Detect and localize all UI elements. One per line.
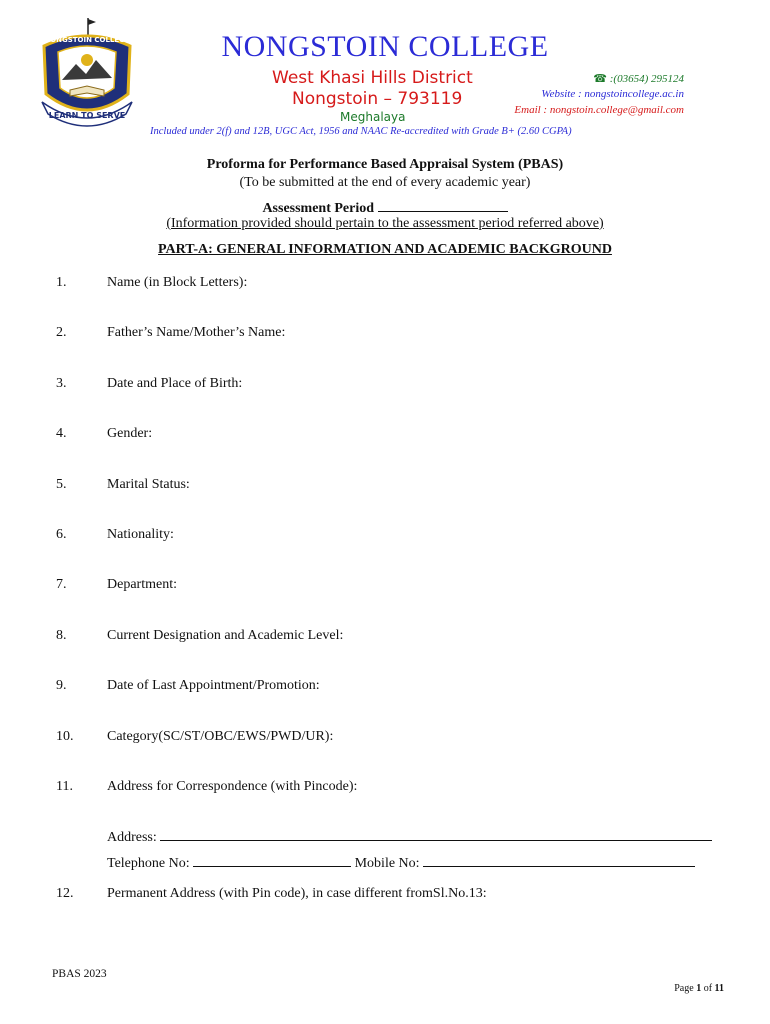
mobile-field[interactable] [423,854,695,867]
page-number [674,983,724,994]
form-subtitle: (To be submitted at the end of every academic year) [239,175,531,190]
item-label-parent-name: Father’s Name/Mother’s Name: [107,325,286,340]
phone-line [593,72,684,85]
assessment-period [0,199,770,217]
item-label-last-appointment: Date of Last Appointment/Promotion: [107,678,320,693]
crest-top-text: NONGSTOIN COLLEGE [44,36,130,44]
item-number: 12. [56,886,74,901]
item-label-department: Department: [107,577,177,592]
item-label-gender: Gender: [107,426,153,441]
address-label: Address: [107,830,157,845]
telephone-field[interactable] [193,854,351,867]
item-number: 8. [56,628,67,643]
item-number: 11. [56,779,73,794]
page-total: 11 [714,983,724,994]
item-label-nationality: Nationality: [107,527,174,542]
website-link[interactable]: Website : nongstoincollege.ac.in [541,88,684,100]
item-label-birth: Date and Place of Birth: [107,376,243,391]
item-number: 1. [56,275,67,290]
item-number: 3. [56,376,67,391]
phone-number: :(03654) 295124 [609,73,684,85]
page-prefix: Page [674,983,694,994]
college-crest-icon [36,16,138,130]
item-label-category: Category(SC/ST/OBC/EWS/PWD/UR): [107,729,334,744]
item-number: 9. [56,678,67,693]
assessment-period-label: Assessment Period [262,201,375,216]
page-current: 1 [696,983,702,994]
mobile-label: Mobile No: [354,856,420,871]
item-label-permanent-address: Permanent Address (with Pin code), in case different fromSl.No.13: [107,886,487,901]
district-line: West Khasi Hills District [272,68,473,88]
assessment-period-field[interactable] [378,199,508,212]
form-title: Proforma for Performance Based Appraisal System (PBAS) [206,157,564,172]
item-label-marital-status: Marital Status: [107,477,190,492]
email-link[interactable]: Email : nongstoin.college@gmail.com [514,104,684,116]
item-label-designation: Current Designation and Academic Level: [107,628,344,643]
town-line: Nongstoin – 793119 [292,89,463,109]
telephone-label: Telephone No: [107,856,190,871]
phone-row [107,854,695,872]
college-name: NONGSTOIN COLLEGE [221,30,549,63]
state-line: Meghalaya [340,110,406,124]
item-number: 7. [56,577,67,592]
footer-label: PBAS 2023 [52,968,107,980]
item-number: 2. [56,325,67,340]
page-of: of [703,983,713,994]
crest-motto: LEARN TO SERVE [48,111,126,120]
telephone-icon: ☎ [593,73,607,85]
item-number: 10. [56,729,74,744]
item-number: 5. [56,477,67,492]
address-row [107,828,712,846]
part-a-heading: PART-A: GENERAL INFORMATION AND ACADEMIC BACKGROUND [158,242,612,257]
assessment-note: (Information provided should pertain to the assessment period referred above) [166,216,604,231]
accreditation-note: Included under 2(f) and 12B, UGC Act, 1956 and NAAC Re-accredited with Grade B+ (2.60 CGPA) [150,126,572,137]
item-number: 6. [56,527,67,542]
address-field[interactable] [160,828,712,841]
item-number: 4. [56,426,67,441]
item-label-correspondence-address: Address for Correspondence (with Pincode): [107,779,358,794]
item-label-name: Name (in Block Letters): [107,275,248,290]
